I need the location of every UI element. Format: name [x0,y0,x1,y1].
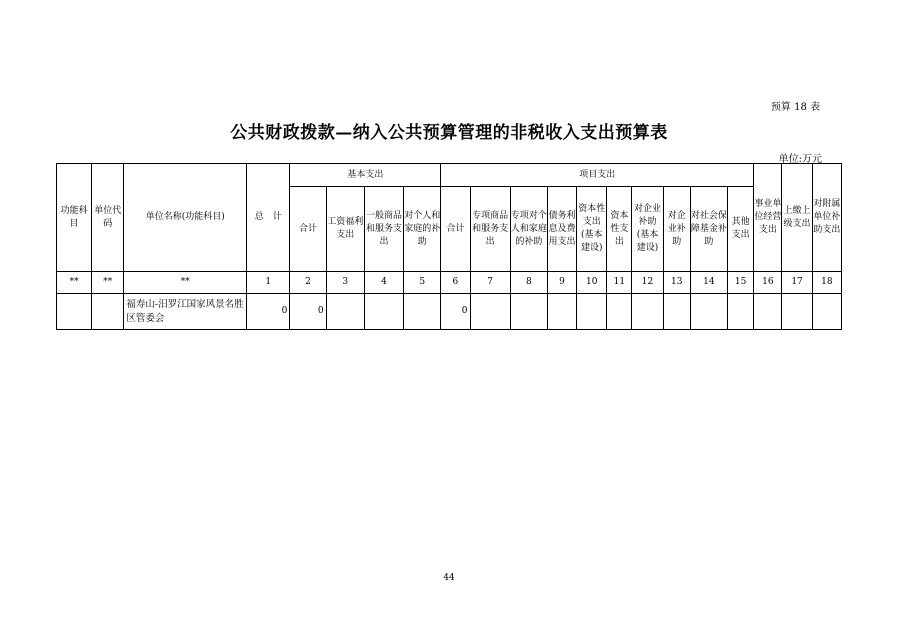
index-cell: 8 [510,272,547,294]
header-hand-up: 上缴上级支出 [782,164,812,272]
empty-cell [547,294,576,330]
header-func-subject: 功能科目 [57,164,92,272]
empty-cell [812,294,841,330]
header-project-col: 对企业补助(基本建设) [632,187,663,272]
header-project-col: 专项商品和服务支出 [470,187,510,272]
empty-cell [632,294,663,330]
header-project-expenditure: 项目支出 [441,164,754,187]
form-number: 预算 18 表 [770,102,820,113]
page-number: 44 [443,573,455,583]
index-cell: 5 [404,272,441,294]
budget-table [56,163,842,330]
header-basic-col: 工资福利支出 [326,187,364,272]
index-cell: ** [57,272,92,294]
index-cell: 17 [782,272,812,294]
index-cell: 4 [364,272,403,294]
index-cell: 6 [441,272,470,294]
header-project-col: 资本性支出 [607,187,632,272]
header-project-col: 债务利息及费用支出 [547,187,576,272]
empty-cell [607,294,632,330]
unit-label: 单位:万元 [778,154,822,165]
empty-cell [326,294,364,330]
project-total-cell: 0 [441,294,470,330]
header-total: 总 计 [247,164,290,272]
header-project-col: 对企业补助 [663,187,690,272]
empty-cell [364,294,403,330]
index-cell: 3 [326,272,364,294]
index-cell: 18 [812,272,841,294]
empty-cell [728,294,754,330]
table-row [57,294,842,330]
header-project-col: 合计 [441,187,470,272]
header-project-col: 专项对个人和家庭的补助 [510,187,547,272]
empty-cell [754,294,782,330]
unit-name-cell: 福寿山-汨罗江国家风景名胜区管委会 [124,294,247,330]
empty-cell [470,294,510,330]
header-unit-code: 单位代码 [92,164,124,272]
unit-code-cell [92,294,124,330]
index-cell: 16 [754,272,782,294]
header-project-col: 其他支出 [728,187,754,272]
header-unit-name: 单位名称(功能科目) [124,164,247,272]
index-cell: 2 [290,272,326,294]
empty-cell [404,294,441,330]
index-cell: 11 [607,272,632,294]
empty-cell [510,294,547,330]
index-cell: 15 [728,272,754,294]
index-cell: 10 [577,272,607,294]
empty-cell [782,294,812,330]
empty-cell [663,294,690,330]
index-cell: 12 [632,272,663,294]
header-basic-expenditure: 基本支出 [290,164,441,187]
empty-cell [577,294,607,330]
index-cell: ** [92,272,124,294]
header-basic-col: 一般商品和服务支出 [364,187,403,272]
header-basic-col: 对个人和家庭的补助 [404,187,441,272]
total-cell: 0 [247,294,290,330]
header-basic-col: 合计 [290,187,326,272]
index-cell: 14 [690,272,727,294]
func-subject-cell [57,294,92,330]
header-project-col: 对社会保障基金补助 [690,187,727,272]
index-cell: 13 [663,272,690,294]
header-subsidy-affiliated: 对附属单位补助支出 [812,164,841,272]
index-cell: 7 [470,272,510,294]
index-cell: ** [124,272,247,294]
index-row [57,272,842,294]
index-cell: 9 [547,272,576,294]
index-cell: 1 [247,272,290,294]
header-project-col: 资本性支出(基本建设) [577,187,607,272]
header-public-unit-operating: 事业单位经营支出 [754,164,782,272]
empty-cell [690,294,727,330]
page-title: 公共财政拨款—纳入公共预算管理的非税收入支出预算表 [230,123,668,143]
basic-total-cell: 0 [290,294,326,330]
